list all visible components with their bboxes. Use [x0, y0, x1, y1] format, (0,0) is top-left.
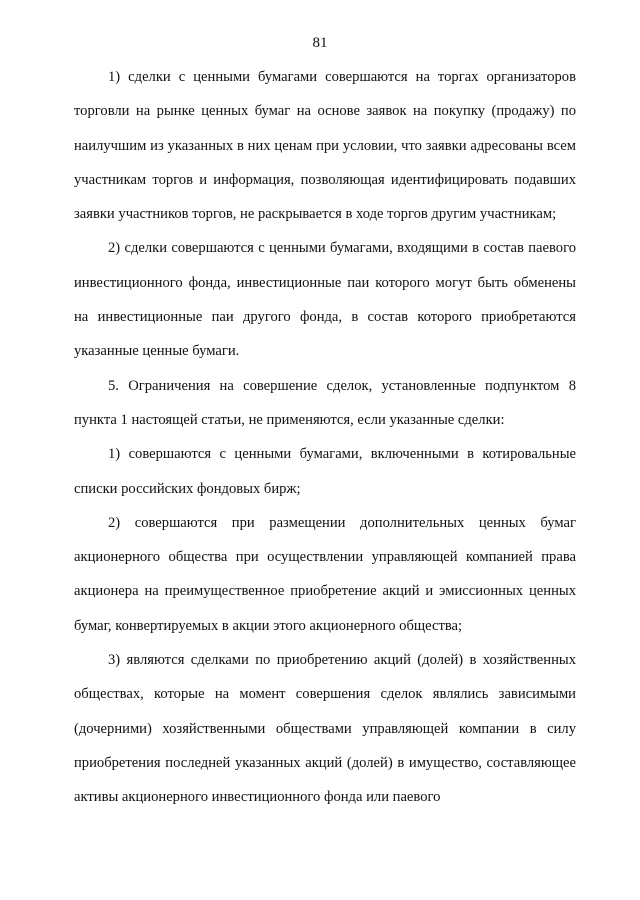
paragraph-item-1-exemption: 1) совершаются с ценными бумагами, включенными в котировальные списки российских фондовых бирж; [74, 446, 576, 497]
paragraph-item-1: 1) сделки с ценными бумагами совершаются на торгах организаторов торговли на рынке ценных бумаг на основе заявок на покупку (продажу) по наилучшим из указанных в них ценам при условии, что заявки адресованы всем участникам торгов и информация, позволяющая идентифицировать подавших заявки участников торгов, не раскрывается в ходе торгов другим участникам; [74, 69, 576, 223]
page-number: 81 [312, 35, 328, 51]
paragraph-item-2: 2) сделки совершаются с ценными бумагами, входящими в состав паевого инвестиционного фонда, инвестиционные паи которого могут быть обменены на инвестиционные паи другого фонда, в состав которого приобретаются указанные ценные бумаги. [74, 240, 576, 360]
paragraph-item-2-exemption: 2) совершаются при размещении дополнительных ценных бумаг акционерного общества при осуществлении управляющей компанией права акционера на преимущественное приобретение акций и эмиссионных ценных бумаг, конвертируемых в акции этого акционерного общества; [74, 514, 576, 634]
paragraph-item-3-exemption: 3) являются сделками по приобретению акций (долей) в хозяйственных обществах, которые на момент совершения сделок являлись зависимыми (дочерними) хозяйственными обществами управляющей компании в силу приобретения последней указанных акций (долей) в имущество, составляющее активы акционерного инвестиционного фонда или паевого [74, 652, 576, 806]
paragraph-section-5: 5. Ограничения на совершение сделок, установленные подпунктом 8 пункта 1 настоящей статьи, не применяются, если указанные сделки: [74, 377, 576, 428]
document-body [74, 60, 576, 815]
